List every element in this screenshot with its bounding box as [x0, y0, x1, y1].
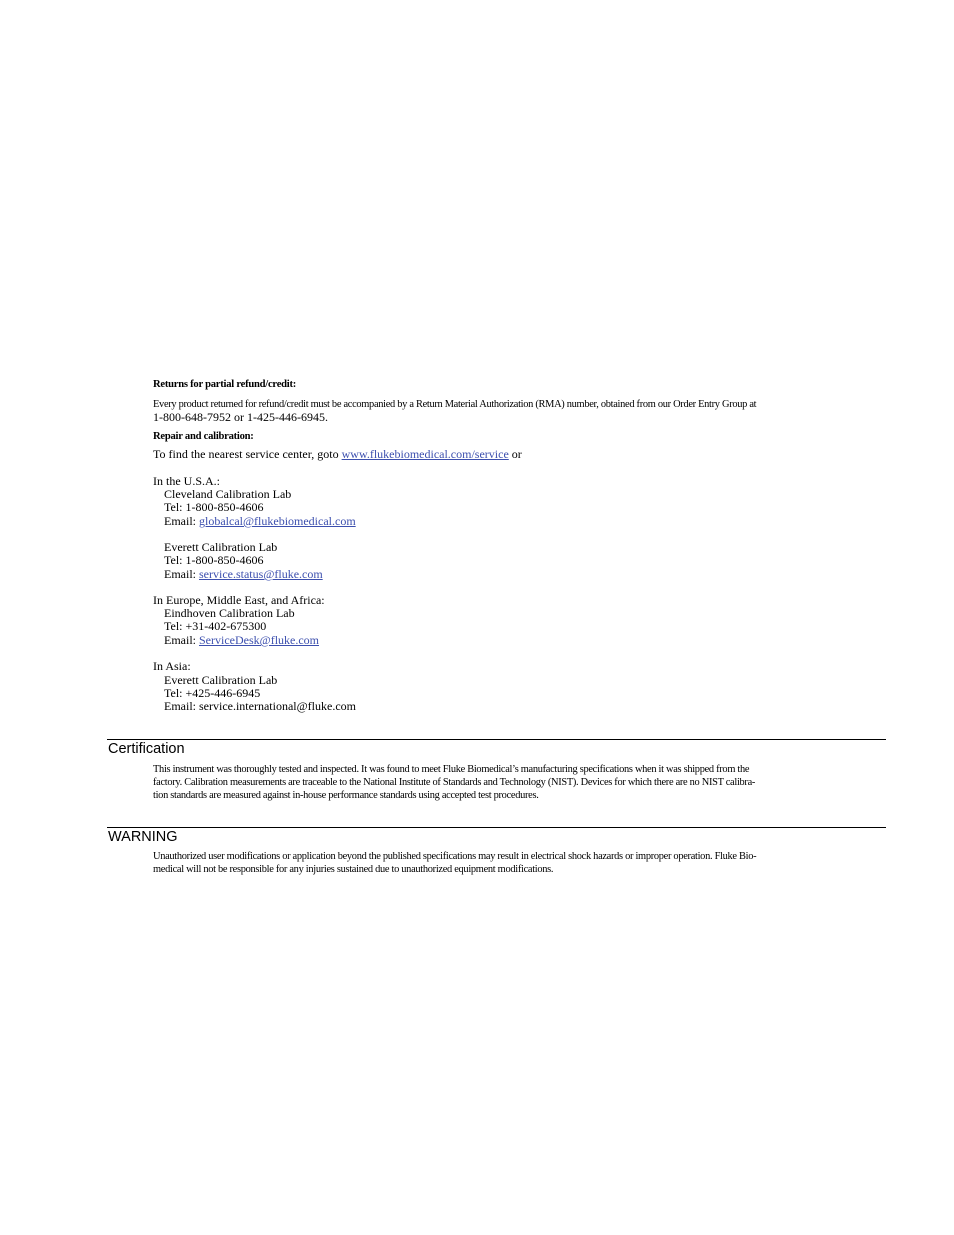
certification-text-line-2: factory. Calibration measurements are traceable to the National Institute of Standards and Technology (NIST). Devices for which there are no NIST calibra- [153, 777, 756, 788]
asia-lab-tel: Tel: +425-446-6945 [164, 686, 261, 700]
cleveland-email-link[interactable]: globalcal@flukebiomedical.com [199, 514, 356, 528]
region-asia: In Asia: [153, 659, 191, 673]
email-label: Email: [164, 514, 199, 528]
everett-lab-name: Everett Calibration Lab [164, 540, 278, 554]
repair-intro-prefix: To find the nearest service center, goto [153, 447, 342, 461]
email-label: Email: [164, 633, 199, 647]
certification-heading: Certification [108, 741, 185, 757]
eindhoven-email-link[interactable]: ServiceDesk@fluke.com [199, 633, 320, 647]
warning-heading: WARNING [108, 829, 178, 845]
region-usa: In the U.S.A.: [153, 474, 220, 488]
repair-intro [153, 448, 522, 461]
cleveland-lab-name: Cleveland Calibration Lab [164, 487, 292, 501]
cleveland-lab-email [164, 515, 356, 528]
certification-rule [107, 739, 886, 740]
certification-text-line-1: This instrument was thoroughly tested and inspected. It was found to meet Fluke Biomedical’s manufacturing specifications when it was shipped from the [153, 764, 750, 775]
returns-text-line-2: 1-800-648-7952 or 1-425-446-6945. [153, 410, 328, 424]
asia-lab-email: Email: service.international@fluke.com [164, 699, 356, 713]
everett-lab-tel: Tel: 1-800-850-4606 [164, 553, 264, 567]
repair-heading: Repair and calibration: [153, 431, 254, 442]
repair-intro-suffix: or [508, 447, 522, 461]
warning-text-line-1: Unauthorized user modifications or application beyond the published specifications may result in electrical shock hazards or improper operation. Fluke Bio- [153, 851, 757, 862]
eindhoven-lab-email [164, 634, 319, 647]
returns-heading: Returns for partial refund/credit: [153, 379, 297, 390]
certification-text-line-3: tion standards are measured against in-house performance standards using accepted test procedures. [153, 790, 539, 801]
cleveland-lab-tel: Tel: 1-800-850-4606 [164, 500, 264, 514]
eindhoven-lab-name: Eindhoven Calibration Lab [164, 606, 295, 620]
asia-lab-name: Everett Calibration Lab [164, 673, 278, 687]
everett-lab-email [164, 568, 323, 581]
region-europe: In Europe, Middle East, and Africa: [153, 593, 325, 607]
returns-text-line-1: Every product returned for refund/credit must be accompanied by a Return Material Authorization (RMA) number, obtained from our Order Entry Group at [153, 399, 757, 410]
service-link[interactable]: www.flukebiomedical.com/service [341, 447, 509, 461]
email-label: Email: [164, 567, 199, 581]
eindhoven-lab-tel: Tel: +31-402-675300 [164, 619, 267, 633]
warning-rule [107, 827, 886, 828]
warning-text-line-2: medical will not be responsible for any injuries sustained due to unauthorized equipment modifications. [153, 864, 554, 875]
everett-email-link[interactable]: service.status@fluke.com [199, 567, 323, 581]
